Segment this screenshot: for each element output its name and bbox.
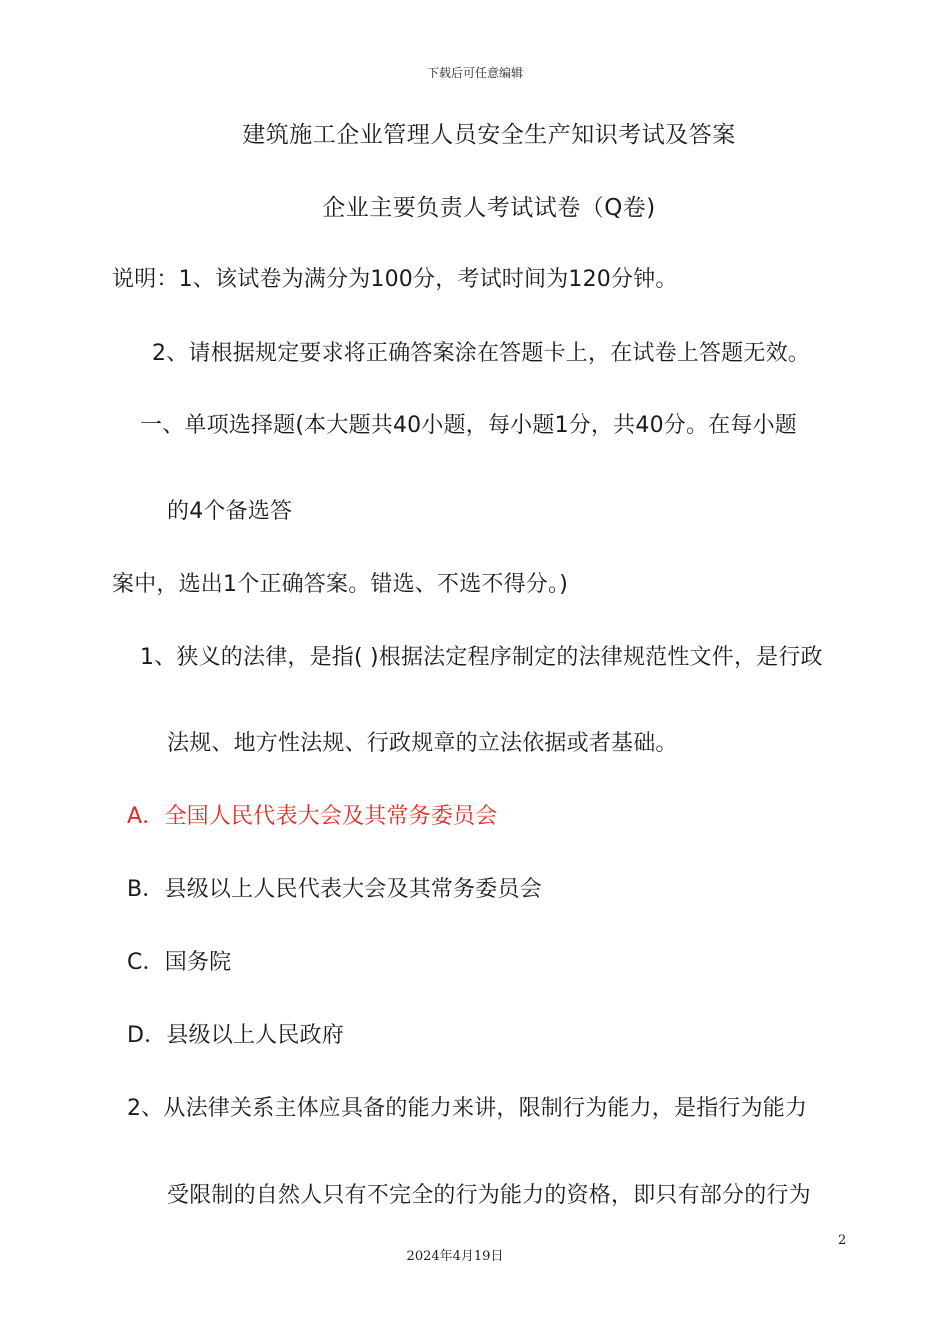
page-number: 2 (838, 1233, 847, 1248)
question-2-stem-line-2: 受限制的自然人只有不完全的行为能力的资格，即只有部分的行为 (167, 1183, 811, 1208)
question-1-option-c: C．国务院 (127, 950, 232, 975)
question-2-stem-line-1: 2、从法律关系主体应具备的能力来讲，限制行为能力，是指行为能力 (127, 1096, 808, 1121)
document-title: 建筑施工企业管理人员安全生产知识考试及答案 (242, 122, 736, 148)
document-subtitle: 企业主要负责人考试试卷（Q卷) (322, 195, 656, 221)
question-1-stem-line-2: 法规、地方性法规、行政规章的立法依据或者基础。 (167, 731, 678, 756)
instruction-line-1: 说明：1、该试卷为满分为100分，考试时间为120分钟。 (112, 267, 678, 292)
header-note: 下载后可任意编辑 (426, 66, 523, 80)
section-heading-line-2: 的4个备选答 (167, 499, 293, 524)
question-1-stem-line-1: 1、狭义的法律，是指( )根据法定程序制定的法律规范性文件，是行政 (140, 645, 823, 670)
section-heading-line-1: 一、单项选择题(本大题共40小题，每小题1分，共40分。在每小题 (140, 413, 797, 438)
question-1-option-d: D．县级以上人民政府 (127, 1023, 344, 1048)
instruction-line-2: 2、请根据规定要求将正确答案涂在答题卡上，在试卷上答题无效。 (152, 341, 810, 366)
question-1-option-b: B．县级以上人民代表大会及其常务委员会 (127, 877, 542, 902)
footer-date: 2024年4月19日 (406, 1249, 504, 1264)
question-1-option-a: A．全国人民代表大会及其常务委员会 (127, 804, 498, 829)
section-heading-line-3: 案中，选出1个正确答案。错选、不选不得分。) (112, 572, 568, 597)
